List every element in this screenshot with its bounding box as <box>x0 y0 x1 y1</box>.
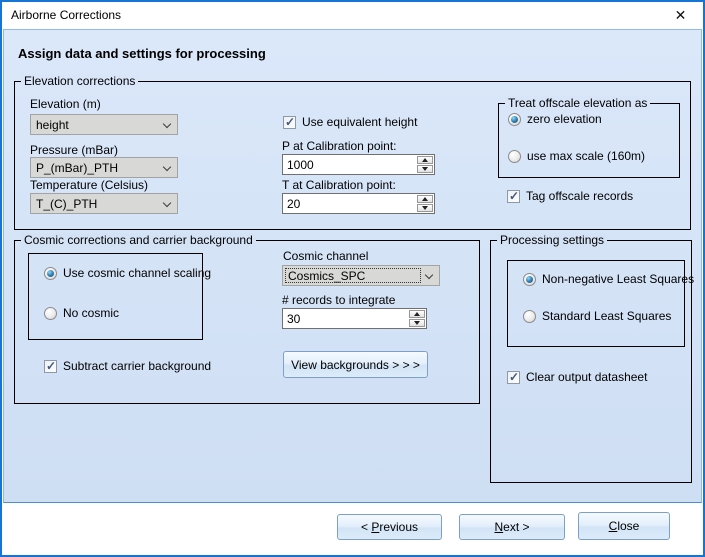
button-label: lose <box>617 519 640 533</box>
next-button[interactable] <box>459 514 565 540</box>
checkbox-icon <box>507 190 520 203</box>
pressure-select[interactable] <box>30 157 178 178</box>
radio-zero-elevation[interactable] <box>508 112 602 126</box>
elevation-label: Elevation (m) <box>30 97 101 111</box>
spin-down-button[interactable] <box>417 165 433 173</box>
cosmic-options-box <box>28 253 212 340</box>
group-title: Cosmic corrections and carrier background <box>21 233 256 248</box>
records-spinner <box>282 308 427 329</box>
checkbox-label: Clear output datasheet <box>526 370 648 384</box>
radio-standard-ls[interactable] <box>523 309 671 323</box>
checkbox-icon <box>507 371 520 384</box>
button-label: revious <box>379 520 419 534</box>
radio-label: Use cosmic channel scaling <box>63 266 212 280</box>
page-title: Assign data and settings for processing <box>18 46 266 61</box>
spin-down-button[interactable] <box>409 319 425 327</box>
group-title: Treat offscale elevation as <box>505 96 650 111</box>
close-icon: ✕ <box>674 7 687 23</box>
t-calibration-spinner <box>282 193 435 214</box>
elevation-select-value: height <box>36 118 69 132</box>
button-label: ext > <box>503 520 530 534</box>
treat-offscale-group <box>498 96 680 178</box>
cosmic-corrections-group <box>14 233 480 404</box>
p-calibration-input[interactable] <box>287 156 411 173</box>
radio-label: Standard Least Squares <box>542 309 672 323</box>
least-squares-box <box>507 260 695 347</box>
button-mnemonic: N <box>494 520 504 534</box>
use-equivalent-height-checkbox[interactable] <box>283 115 417 129</box>
t-calibration-input[interactable] <box>287 195 411 212</box>
temperature-label: Temperature (Celsius) <box>30 178 149 192</box>
records-input[interactable] <box>287 310 403 327</box>
tag-offscale-checkbox[interactable] <box>507 189 633 203</box>
radio-icon <box>523 273 536 286</box>
spin-down-button[interactable] <box>417 204 433 212</box>
radio-icon <box>508 150 521 163</box>
window-title: Airborne Corrections <box>11 8 122 22</box>
radio-icon <box>44 267 57 280</box>
radio-non-negative-ls[interactable] <box>523 272 694 286</box>
previous-button[interactable] <box>337 514 442 540</box>
spin-up-button[interactable] <box>409 310 425 318</box>
elevation-select[interactable] <box>30 114 178 135</box>
title-bar <box>2 2 703 29</box>
chevron-down-icon <box>163 199 171 207</box>
close-dialog-button[interactable] <box>578 512 670 540</box>
radio-icon <box>523 310 536 323</box>
pressure-select-value: P_(mBar)_PTH <box>36 161 119 175</box>
checkbox-label: Use equivalent height <box>302 115 418 129</box>
radio-icon <box>44 307 57 320</box>
group-title: Elevation corrections <box>21 74 138 89</box>
p-calibration-label: P at Calibration point: <box>282 139 397 153</box>
radio-label: No cosmic <box>63 306 120 320</box>
clear-output-checkbox[interactable] <box>507 370 647 384</box>
chevron-down-icon <box>163 120 171 128</box>
checkbox-icon <box>283 116 296 129</box>
radio-label: use max scale (160m) <box>527 149 646 163</box>
radio-no-cosmic[interactable] <box>44 306 119 320</box>
checkbox-label: Subtract carrier background <box>63 359 212 373</box>
button-label: < <box>360 520 372 534</box>
temperature-select[interactable] <box>30 193 178 214</box>
content-panel <box>3 29 702 503</box>
t-calibration-label: T at Calibration point: <box>282 178 396 192</box>
cosmic-channel-select[interactable] <box>282 265 440 286</box>
close-button[interactable] <box>658 2 703 29</box>
cosmic-channel-label: Cosmic channel <box>283 249 369 263</box>
p-calibration-spinner <box>282 154 435 175</box>
chevron-down-icon <box>163 163 171 171</box>
button-mnemonic: P <box>371 520 380 534</box>
spin-up-button[interactable] <box>417 195 433 203</box>
view-backgrounds-button[interactable] <box>283 351 428 378</box>
subtract-carrier-checkbox[interactable] <box>44 359 211 373</box>
cosmic-channel-select-value: Cosmics_SPC <box>288 269 366 283</box>
spin-up-button[interactable] <box>417 156 433 164</box>
chevron-down-icon <box>425 271 433 279</box>
pressure-label: Pressure (mBar) <box>30 143 119 157</box>
radio-use-max-scale[interactable] <box>508 149 645 163</box>
temperature-select-value: T_(C)_PTH <box>36 197 98 211</box>
elevation-corrections-group <box>14 74 691 230</box>
records-to-integrate-label: # records to integrate <box>282 293 396 307</box>
radio-label: zero elevation <box>527 112 602 126</box>
button-mnemonic: C <box>608 519 618 533</box>
group-title: Processing settings <box>497 233 607 248</box>
checkbox-label: Tag offscale records <box>526 189 634 203</box>
radio-label: Non-negative Least Squares <box>542 272 695 286</box>
radio-use-cosmic-scaling[interactable] <box>44 266 211 280</box>
radio-icon <box>508 113 521 126</box>
processing-settings-group <box>490 233 695 483</box>
checkbox-icon <box>44 360 57 373</box>
button-label: View backgrounds > > > <box>291 357 420 372</box>
